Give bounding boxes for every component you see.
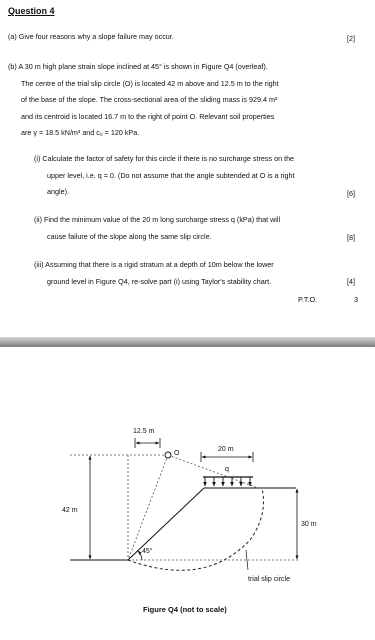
part-a-label: (a)	[8, 32, 17, 41]
pto-note: P.T.O.	[298, 295, 318, 304]
sub-ii-marks: [8]	[347, 233, 355, 242]
label-45: 45°	[142, 548, 153, 555]
sub-iii-marks: [4]	[347, 277, 355, 286]
label-12-5: 12.5 m	[133, 428, 155, 435]
label-30: 30 m	[301, 521, 317, 528]
sub-i-line-3: angle).	[47, 187, 69, 197]
label-q: q	[225, 466, 229, 473]
part-b-line-3: of the base of the slope. The cross-sectional area of the sliding mass is 929.4 m²	[21, 95, 278, 105]
label-20: 20 m	[218, 446, 234, 453]
part-a-marks: [2]	[347, 34, 355, 43]
sub-ii-line-1: (ii) Find the minimum value of the 20 m long surcharge stress q (kPa) that will	[34, 215, 281, 224]
slip-leader-line	[246, 550, 248, 570]
sub-question-i	[34, 151, 360, 201]
radius-line-base	[128, 455, 168, 560]
slope-diagram	[0, 347, 375, 635]
sub-question-iii	[34, 257, 360, 290]
sub-iii-line-1: (iii) Assuming that there is a rigid stratum at a depth of 10m below the lower	[34, 260, 274, 269]
radius-line-top	[168, 455, 258, 488]
label-o: O	[174, 450, 180, 457]
label-trial-slip: trial slip circle	[248, 576, 291, 583]
sub-iii-line-2: ground level in Figure Q4, re-solve part (i) using Taylor's stability chart.	[47, 276, 272, 286]
trial-slip-circle	[128, 488, 264, 570]
part-b-line-5: are γ = 18.5 kN/m³ and cᵤ = 120 kPa.	[21, 128, 140, 138]
question-title: Question 4	[8, 6, 55, 16]
surcharge-arrows	[205, 477, 250, 486]
sub-question-ii	[34, 212, 360, 245]
sub-i-line-2: upper level, i.e. q = 0. (Do not assume that the angle subtended at O is a right	[47, 170, 295, 180]
figure-caption: Figure Q4 (not to scale)	[143, 605, 227, 614]
part-b-line-4: and its centroid is located 16.7 m to the right of point O. Relevant soil properties	[21, 111, 275, 121]
label-42: 42 m	[62, 507, 78, 514]
part-a	[8, 29, 338, 46]
figure-q4	[0, 347, 375, 635]
part-b	[8, 59, 360, 142]
sub-i-marks: [6]	[347, 189, 355, 198]
sub-i-line-1: (i) Calculate the factor of safety for this circle if there is no surcharge stress on the	[34, 154, 295, 163]
page-separator	[0, 337, 375, 347]
sub-ii-line-2: cause failure of the slope along the same slip circle.	[47, 231, 212, 241]
part-b-label: (b)	[8, 62, 17, 71]
slope-face	[128, 488, 204, 560]
part-b-line-1: (b) A 30 m high plane strain slope inclined at 45° is shown in Figure Q4 (overleaf).	[8, 62, 268, 71]
centre-point-o	[165, 452, 171, 458]
part-a-text: Give four reasons why a slope failure may occur.	[18, 32, 174, 41]
page-number: 3	[354, 295, 358, 304]
part-b-line-2: The centre of the trial slip circle (O) is located 42 m above and 12.5 m to the right	[21, 78, 279, 88]
